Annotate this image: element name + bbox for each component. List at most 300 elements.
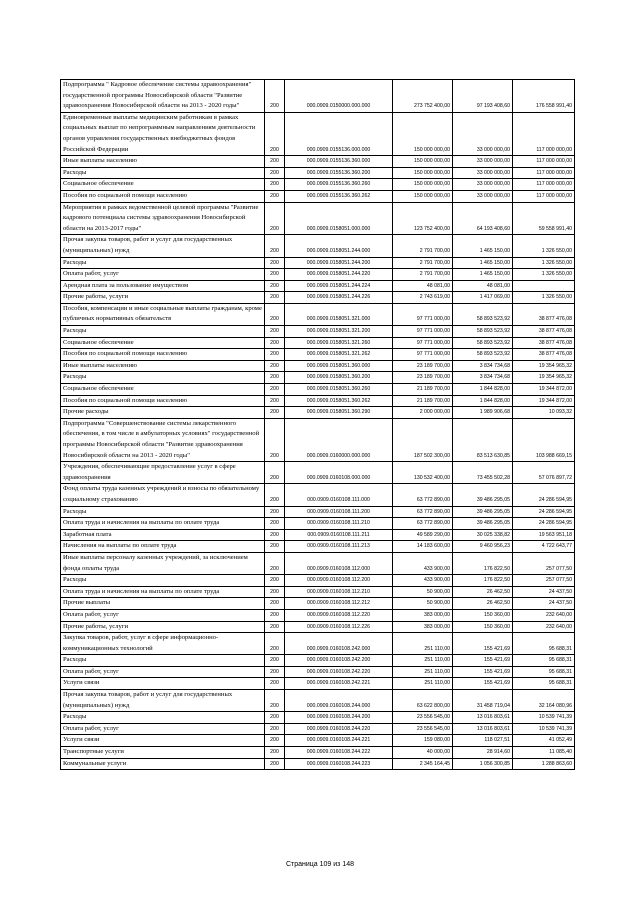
row-name: Расходы <box>61 655 265 667</box>
row-executed-amount: 150 360,00 <box>453 621 513 633</box>
row-executed-amount: 176 822,50 <box>453 552 513 574</box>
row-remaining-amount: 117 000 000,00 <box>513 167 575 179</box>
row-name: Пособия по социальной помощи населению <box>61 349 265 361</box>
row-remaining-amount: 24 437,50 <box>513 586 575 598</box>
row-plan-amount: 21 189 700,00 <box>393 384 453 396</box>
row-executed-amount: 155 421,69 <box>453 633 513 655</box>
table-row <box>61 190 575 202</box>
row-name: Пособия, компенсации и иные социальные выплаты гражданам, кроме публичных нормативных обязательств <box>61 303 265 325</box>
row-admin-code: 200 <box>265 747 285 759</box>
row-plan-amount: 150 000 000,00 <box>393 179 453 191</box>
row-plan-amount: 48 081,00 <box>393 280 453 292</box>
row-executed-amount: 26 462,50 <box>453 598 513 610</box>
table-row <box>61 758 575 770</box>
row-admin-code: 200 <box>265 723 285 735</box>
row-admin-code: 200 <box>265 337 285 349</box>
table-row <box>61 621 575 633</box>
row-name: Расходы <box>61 575 265 587</box>
row-name: Единовременные выплаты медицинским работникам в рамках социальных выплат по непрограммным направлениям деятельности органов управления государственных внебюджетных фондов Российской Федерации <box>61 112 265 155</box>
row-executed-amount: 1 465 150,00 <box>453 235 513 257</box>
row-plan-amount: 2 345 164,45 <box>393 758 453 770</box>
row-plan-amount: 383 000,00 <box>393 621 453 633</box>
row-remaining-amount: 24 286 594,95 <box>513 506 575 518</box>
table-row <box>61 280 575 292</box>
row-executed-amount: 1 989 906,68 <box>453 407 513 419</box>
row-remaining-amount: 232 640,00 <box>513 621 575 633</box>
row-plan-amount: 130 532 400,00 <box>393 462 453 484</box>
row-classifier-code: 000.0909.0160108.242.000 <box>285 633 393 655</box>
row-classifier-code: 000.0909.0158051.321.000 <box>285 303 393 325</box>
row-plan-amount: 23 556 545,00 <box>393 723 453 735</box>
row-remaining-amount: 4 722 643,77 <box>513 541 575 553</box>
row-remaining-amount: 11 085,40 <box>513 747 575 759</box>
row-admin-code: 200 <box>265 586 285 598</box>
table-row <box>61 326 575 338</box>
table-row <box>61 462 575 484</box>
row-remaining-amount: 1 326 550,00 <box>513 235 575 257</box>
row-name: Социальное обеспечение <box>61 384 265 396</box>
row-remaining-amount: 117 000 000,00 <box>513 179 575 191</box>
row-classifier-code: 000.0909.0155136.360.000 <box>285 156 393 168</box>
row-name: Закупка товаров, работ, услуг в сфере информационно-коммуникационных технологий <box>61 633 265 655</box>
row-executed-amount: 58 893 523,92 <box>453 303 513 325</box>
table-row <box>61 747 575 759</box>
row-name: Учреждения, обеспечивающие предоставление услуг в сфере здравоохранения <box>61 462 265 484</box>
row-admin-code: 200 <box>265 690 285 712</box>
row-plan-amount: 14 183 600,00 <box>393 541 453 553</box>
row-executed-amount: 64 193 408,60 <box>453 202 513 235</box>
row-name: Подпрограмма "Совершенствование системы лекарственного обеспечения, в том числе в амбулаторных условиях" государственной программы Новосибирской области "Развитие здравоохранения Новосибирской области на 2013 - 2020 годы" <box>61 418 265 461</box>
row-admin-code: 200 <box>265 552 285 574</box>
row-name: Заработная плата <box>61 529 265 541</box>
row-admin-code: 200 <box>265 384 285 396</box>
row-admin-code: 200 <box>265 269 285 281</box>
row-name: Прочая закупка товаров, работ и услуг для государственных (муниципальных) нужд <box>61 235 265 257</box>
row-name: Расходы <box>61 326 265 338</box>
row-name: Оплата работ, услуг <box>61 609 265 621</box>
row-executed-amount: 58 893 523,92 <box>453 326 513 338</box>
row-plan-amount: 433 900,00 <box>393 575 453 587</box>
row-admin-code: 200 <box>265 735 285 747</box>
row-admin-code: 200 <box>265 303 285 325</box>
row-name: Прочие работы, услуги <box>61 621 265 633</box>
row-plan-amount: 97 771 000,00 <box>393 303 453 325</box>
row-name: Транспортные услуги <box>61 747 265 759</box>
row-admin-code: 200 <box>265 372 285 384</box>
row-classifier-code: 000.0909.0158051.244.000 <box>285 235 393 257</box>
row-name: Подпрограмма " Кадровое обеспечение системы здравоохранения" государственной программы Новосибирской области "Развитие здравоохранения Новосибирской области на 2013 - 2020 годы" <box>61 80 265 113</box>
row-admin-code: 200 <box>265 349 285 361</box>
row-classifier-code: 000.0909.0155136.360.200 <box>285 167 393 179</box>
table-row <box>61 552 575 574</box>
row-executed-amount: 1 056 300,85 <box>453 758 513 770</box>
row-remaining-amount: 95 688,31 <box>513 678 575 690</box>
row-executed-amount: 150 360,00 <box>453 609 513 621</box>
row-admin-code: 200 <box>265 257 285 269</box>
row-plan-amount: 159 080,00 <box>393 735 453 747</box>
row-remaining-amount: 117 000 000,00 <box>513 190 575 202</box>
row-admin-code: 200 <box>265 80 285 113</box>
row-admin-code: 200 <box>265 655 285 667</box>
row-admin-code: 200 <box>265 112 285 155</box>
row-classifier-code: 000.0909.0158051.360.000 <box>285 360 393 372</box>
row-plan-amount: 50 900,00 <box>393 598 453 610</box>
row-classifier-code: 000.0909.0158051.360.262 <box>285 395 393 407</box>
row-classifier-code: 000.0909.0160108.112.000 <box>285 552 393 574</box>
row-classifier-code: 000.0909.0158051.360.260 <box>285 384 393 396</box>
row-admin-code: 200 <box>265 633 285 655</box>
row-admin-code: 200 <box>265 418 285 461</box>
table-row <box>61 407 575 419</box>
row-name: Расходы <box>61 167 265 179</box>
row-plan-amount: 150 000 000,00 <box>393 190 453 202</box>
row-name: Расходы <box>61 257 265 269</box>
row-name: Оплата труда и начисления на выплаты по оплате труда <box>61 586 265 598</box>
row-name: Социальное обеспечение <box>61 337 265 349</box>
row-remaining-amount: 19 344 872,00 <box>513 384 575 396</box>
row-executed-amount: 9 460 956,23 <box>453 541 513 553</box>
row-remaining-amount: 38 877 476,08 <box>513 337 575 349</box>
table-row <box>61 395 575 407</box>
row-plan-amount: 23 189 700,00 <box>393 372 453 384</box>
row-plan-amount: 2 743 619,00 <box>393 292 453 304</box>
row-plan-amount: 63 622 800,00 <box>393 690 453 712</box>
table-row <box>61 384 575 396</box>
row-classifier-code: 000.0909.0158051.244.226 <box>285 292 393 304</box>
row-remaining-amount: 24 437,50 <box>513 598 575 610</box>
row-name: Мероприятия в рамках ведомственной целевой программы "Развитие кадрового потенциала системы здравоохранения Новосибирской области на 2013-2017 годы" <box>61 202 265 235</box>
row-remaining-amount: 19 344 872,00 <box>513 395 575 407</box>
row-executed-amount: 39 486 295,05 <box>453 506 513 518</box>
row-remaining-amount: 1 326 550,00 <box>513 292 575 304</box>
row-classifier-code: 000.0909.0160108.111.211 <box>285 529 393 541</box>
row-executed-amount: 26 462,50 <box>453 586 513 598</box>
table-row <box>61 518 575 530</box>
row-remaining-amount: 32 164 080,96 <box>513 690 575 712</box>
table-row <box>61 609 575 621</box>
row-name: Коммунальные услуги <box>61 758 265 770</box>
row-classifier-code: 000.0909.0160108.112.212 <box>285 598 393 610</box>
row-name: Иные выплаты персоналу казенных учреждений, за исключением фонда оплаты труда <box>61 552 265 574</box>
row-name: Прочие расходы <box>61 407 265 419</box>
row-remaining-amount: 103 988 669,15 <box>513 418 575 461</box>
row-remaining-amount: 10 093,32 <box>513 407 575 419</box>
row-executed-amount: 30 025 338,82 <box>453 529 513 541</box>
row-remaining-amount: 176 558 991,40 <box>513 80 575 113</box>
row-admin-code: 200 <box>265 179 285 191</box>
row-plan-amount: 2 791 700,00 <box>393 257 453 269</box>
table-row <box>61 712 575 724</box>
row-admin-code: 200 <box>265 666 285 678</box>
row-name: Пособия по социальной помощи населению <box>61 190 265 202</box>
row-executed-amount: 48 081,00 <box>453 280 513 292</box>
row-executed-amount: 33 000 000,00 <box>453 167 513 179</box>
row-name: Иные выплаты населению <box>61 360 265 372</box>
row-plan-amount: 150 000 000,00 <box>393 167 453 179</box>
row-plan-amount: 433 900,00 <box>393 552 453 574</box>
row-executed-amount: 39 486 295,05 <box>453 484 513 506</box>
row-plan-amount: 273 752 400,00 <box>393 80 453 113</box>
row-executed-amount: 155 421,69 <box>453 666 513 678</box>
row-plan-amount: 23 556 545,00 <box>393 712 453 724</box>
row-classifier-code: 000.0909.0158051.244.220 <box>285 269 393 281</box>
row-classifier-code: 000.0909.0155136.360.260 <box>285 179 393 191</box>
row-executed-amount: 13 016 803,61 <box>453 712 513 724</box>
row-admin-code: 200 <box>265 598 285 610</box>
row-name: Социальное обеспечение <box>61 179 265 191</box>
row-remaining-amount: 59 558 991,40 <box>513 202 575 235</box>
row-admin-code: 200 <box>265 529 285 541</box>
row-executed-amount: 28 914,60 <box>453 747 513 759</box>
row-admin-code: 200 <box>265 167 285 179</box>
row-remaining-amount: 117 000 000,00 <box>513 112 575 155</box>
row-classifier-code: 000.0909.0160108.112.210 <box>285 586 393 598</box>
table-row <box>61 484 575 506</box>
row-remaining-amount: 95 688,31 <box>513 655 575 667</box>
row-remaining-amount: 24 286 594,95 <box>513 484 575 506</box>
row-remaining-amount: 41 052,49 <box>513 735 575 747</box>
row-classifier-code: 000.0909.0160108.112.226 <box>285 621 393 633</box>
row-remaining-amount: 19 563 951,18 <box>513 529 575 541</box>
row-plan-amount: 187 502 300,00 <box>393 418 453 461</box>
table-row <box>61 678 575 690</box>
table-row <box>61 666 575 678</box>
row-name: Оплата труда и начисления на выплаты по оплате труда <box>61 518 265 530</box>
row-classifier-code: 000.0909.0155136.360.262 <box>285 190 393 202</box>
table-row <box>61 529 575 541</box>
table-row <box>61 349 575 361</box>
row-admin-code: 200 <box>265 395 285 407</box>
row-classifier-code: 000.0909.0160108.111.213 <box>285 541 393 553</box>
row-remaining-amount: 1 288 863,60 <box>513 758 575 770</box>
row-admin-code: 200 <box>265 506 285 518</box>
row-plan-amount: 251 110,00 <box>393 678 453 690</box>
table-row <box>61 112 575 155</box>
table-row <box>61 541 575 553</box>
row-remaining-amount: 38 877 476,08 <box>513 326 575 338</box>
row-executed-amount: 155 421,69 <box>453 678 513 690</box>
table-row <box>61 735 575 747</box>
row-executed-amount: 33 000 000,00 <box>453 179 513 191</box>
row-name: Расходы <box>61 506 265 518</box>
row-remaining-amount: 19 354 965,32 <box>513 360 575 372</box>
row-classifier-code: 000.0909.0160108.244.221 <box>285 735 393 747</box>
row-plan-amount: 251 110,00 <box>393 633 453 655</box>
row-classifier-code: 000.0909.0160108.111.210 <box>285 518 393 530</box>
row-admin-code: 200 <box>265 360 285 372</box>
row-executed-amount: 97 193 408,60 <box>453 80 513 113</box>
table-row <box>61 586 575 598</box>
row-plan-amount: 2 791 700,00 <box>393 269 453 281</box>
row-name: Оплата работ, услуг <box>61 723 265 735</box>
row-plan-amount: 97 771 000,00 <box>393 326 453 338</box>
row-name: Прочая закупка товаров, работ и услуг для государственных (муниципальных) нужд <box>61 690 265 712</box>
row-remaining-amount: 24 286 594,95 <box>513 518 575 530</box>
row-classifier-code: 000.0909.0150000.000.000 <box>285 80 393 113</box>
row-name: Прочие выплаты <box>61 598 265 610</box>
row-plan-amount: 63 772 890,00 <box>393 484 453 506</box>
row-classifier-code: 000.0909.0158051.244.200 <box>285 257 393 269</box>
row-admin-code: 200 <box>265 326 285 338</box>
row-executed-amount: 1 417 069,00 <box>453 292 513 304</box>
row-classifier-code: 000.0909.0160108.244.000 <box>285 690 393 712</box>
row-admin-code: 200 <box>265 292 285 304</box>
row-admin-code: 200 <box>265 758 285 770</box>
row-plan-amount: 150 000 000,00 <box>393 156 453 168</box>
table-row <box>61 506 575 518</box>
table-row <box>61 167 575 179</box>
row-executed-amount: 58 893 523,92 <box>453 349 513 361</box>
table-row <box>61 303 575 325</box>
row-executed-amount: 1 844 828,00 <box>453 384 513 396</box>
row-classifier-code: 000.0909.0160108.244.222 <box>285 747 393 759</box>
row-executed-amount: 58 893 523,92 <box>453 337 513 349</box>
row-plan-amount: 150 000 000,00 <box>393 112 453 155</box>
row-classifier-code: 000.0909.0160108.111.200 <box>285 506 393 518</box>
report-body <box>61 80 575 770</box>
row-executed-amount: 13 016 803,61 <box>453 723 513 735</box>
table-row <box>61 235 575 257</box>
row-executed-amount: 33 000 000,00 <box>453 112 513 155</box>
table-row <box>61 723 575 735</box>
row-plan-amount: 97 771 000,00 <box>393 337 453 349</box>
row-admin-code: 200 <box>265 202 285 235</box>
row-admin-code: 200 <box>265 407 285 419</box>
row-executed-amount: 31 458 719,04 <box>453 690 513 712</box>
row-classifier-code: 000.0909.0160108.242.221 <box>285 678 393 690</box>
row-admin-code: 200 <box>265 156 285 168</box>
row-name: Фонд оплаты труда казенных учреждений и взносы по обязательному социальному страхованию <box>61 484 265 506</box>
row-executed-amount: 33 000 000,00 <box>453 156 513 168</box>
row-classifier-code: 000.0909.0158051.360.200 <box>285 372 393 384</box>
table-row <box>61 269 575 281</box>
row-admin-code: 200 <box>265 575 285 587</box>
table-row <box>61 372 575 384</box>
row-plan-amount: 49 589 290,00 <box>393 529 453 541</box>
row-plan-amount: 21 189 700,00 <box>393 395 453 407</box>
row-name: Оплата работ, услуг <box>61 666 265 678</box>
row-admin-code: 200 <box>265 484 285 506</box>
table-row <box>61 292 575 304</box>
row-remaining-amount <box>513 280 575 292</box>
row-classifier-code: 000.0909.0158051.000.000 <box>285 202 393 235</box>
row-classifier-code: 000.0909.0158051.360.290 <box>285 407 393 419</box>
row-plan-amount: 50 900,00 <box>393 586 453 598</box>
row-remaining-amount: 38 877 476,08 <box>513 303 575 325</box>
row-admin-code: 200 <box>265 462 285 484</box>
row-admin-code: 200 <box>265 190 285 202</box>
table-row <box>61 202 575 235</box>
row-classifier-code: 000.0909.0158051.244.224 <box>285 280 393 292</box>
row-plan-amount: 97 771 000,00 <box>393 349 453 361</box>
table-row <box>61 598 575 610</box>
row-remaining-amount: 57 076 897,72 <box>513 462 575 484</box>
table-row <box>61 360 575 372</box>
row-name: Иные выплаты населению <box>61 156 265 168</box>
row-executed-amount: 73 455 502,28 <box>453 462 513 484</box>
row-name: Арендная плата за пользование имуществом <box>61 280 265 292</box>
row-remaining-amount: 117 000 000,00 <box>513 156 575 168</box>
row-classifier-code: 000.0909.0155136.000.000 <box>285 112 393 155</box>
table-row <box>61 655 575 667</box>
row-classifier-code: 000.0909.0160000.000.000 <box>285 418 393 461</box>
row-executed-amount: 39 486 295,05 <box>453 518 513 530</box>
row-executed-amount: 1 844 828,00 <box>453 395 513 407</box>
row-admin-code: 200 <box>265 678 285 690</box>
row-executed-amount: 3 834 734,68 <box>453 372 513 384</box>
row-plan-amount: 251 110,00 <box>393 655 453 667</box>
row-executed-amount: 118 027,51 <box>453 735 513 747</box>
row-admin-code: 200 <box>265 235 285 257</box>
row-admin-code: 200 <box>265 609 285 621</box>
row-name: Оплата работ, услуг <box>61 269 265 281</box>
row-remaining-amount: 95 688,31 <box>513 633 575 655</box>
row-remaining-amount: 232 640,00 <box>513 609 575 621</box>
row-classifier-code: 000.0909.0160108.112.220 <box>285 609 393 621</box>
row-admin-code: 200 <box>265 280 285 292</box>
row-admin-code: 200 <box>265 541 285 553</box>
row-plan-amount: 123 752 400,00 <box>393 202 453 235</box>
row-classifier-code: 000.0909.0160108.244.220 <box>285 723 393 735</box>
row-name: Услуги связи <box>61 735 265 747</box>
row-name: Начисления на выплаты по оплате труда <box>61 541 265 553</box>
table-row <box>61 690 575 712</box>
row-executed-amount: 176 822,50 <box>453 575 513 587</box>
row-admin-code: 200 <box>265 621 285 633</box>
row-plan-amount: 63 772 890,00 <box>393 506 453 518</box>
page-number: Страница 109 из 148 <box>285 861 355 868</box>
row-classifier-code: 000.0909.0160108.244.223 <box>285 758 393 770</box>
row-remaining-amount: 38 877 476,08 <box>513 349 575 361</box>
row-remaining-amount: 1 326 550,00 <box>513 269 575 281</box>
row-executed-amount: 1 465 150,00 <box>453 269 513 281</box>
row-classifier-code: 000.0909.0160108.242.220 <box>285 666 393 678</box>
row-name: Прочие работы, услуги <box>61 292 265 304</box>
row-executed-amount: 3 834 734,68 <box>453 360 513 372</box>
table-row <box>61 257 575 269</box>
table-row <box>61 80 575 113</box>
table-row <box>61 156 575 168</box>
row-executed-amount: 1 465 150,00 <box>453 257 513 269</box>
row-plan-amount: 23 189 700,00 <box>393 360 453 372</box>
row-plan-amount: 63 772 890,00 <box>393 518 453 530</box>
row-remaining-amount: 10 539 741,39 <box>513 712 575 724</box>
row-plan-amount: 2 000 000,00 <box>393 407 453 419</box>
table-row <box>61 337 575 349</box>
row-plan-amount: 383 000,00 <box>393 609 453 621</box>
row-plan-amount: 2 791 700,00 <box>393 235 453 257</box>
row-remaining-amount: 19 354 965,32 <box>513 372 575 384</box>
row-classifier-code: 000.0909.0160108.000.000 <box>285 462 393 484</box>
row-name: Пособия по социальной помощи населению <box>61 395 265 407</box>
row-remaining-amount: 1 326 550,00 <box>513 257 575 269</box>
row-remaining-amount: 10 539 741,39 <box>513 723 575 735</box>
row-classifier-code: 000.0909.0160108.242.200 <box>285 655 393 667</box>
table-row <box>61 575 575 587</box>
table-row <box>61 418 575 461</box>
row-name: Услуги связи <box>61 678 265 690</box>
row-admin-code: 200 <box>265 712 285 724</box>
row-admin-code: 200 <box>265 518 285 530</box>
row-remaining-amount: 257 077,50 <box>513 575 575 587</box>
row-remaining-amount: 95 688,31 <box>513 666 575 678</box>
row-classifier-code: 000.0909.0160108.244.200 <box>285 712 393 724</box>
row-executed-amount: 33 000 000,00 <box>453 190 513 202</box>
row-executed-amount: 155 421,69 <box>453 655 513 667</box>
row-classifier-code: 000.0909.0158051.321.260 <box>285 337 393 349</box>
row-classifier-code: 000.0909.0160108.112.200 <box>285 575 393 587</box>
row-classifier-code: 000.0909.0158051.321.200 <box>285 326 393 338</box>
